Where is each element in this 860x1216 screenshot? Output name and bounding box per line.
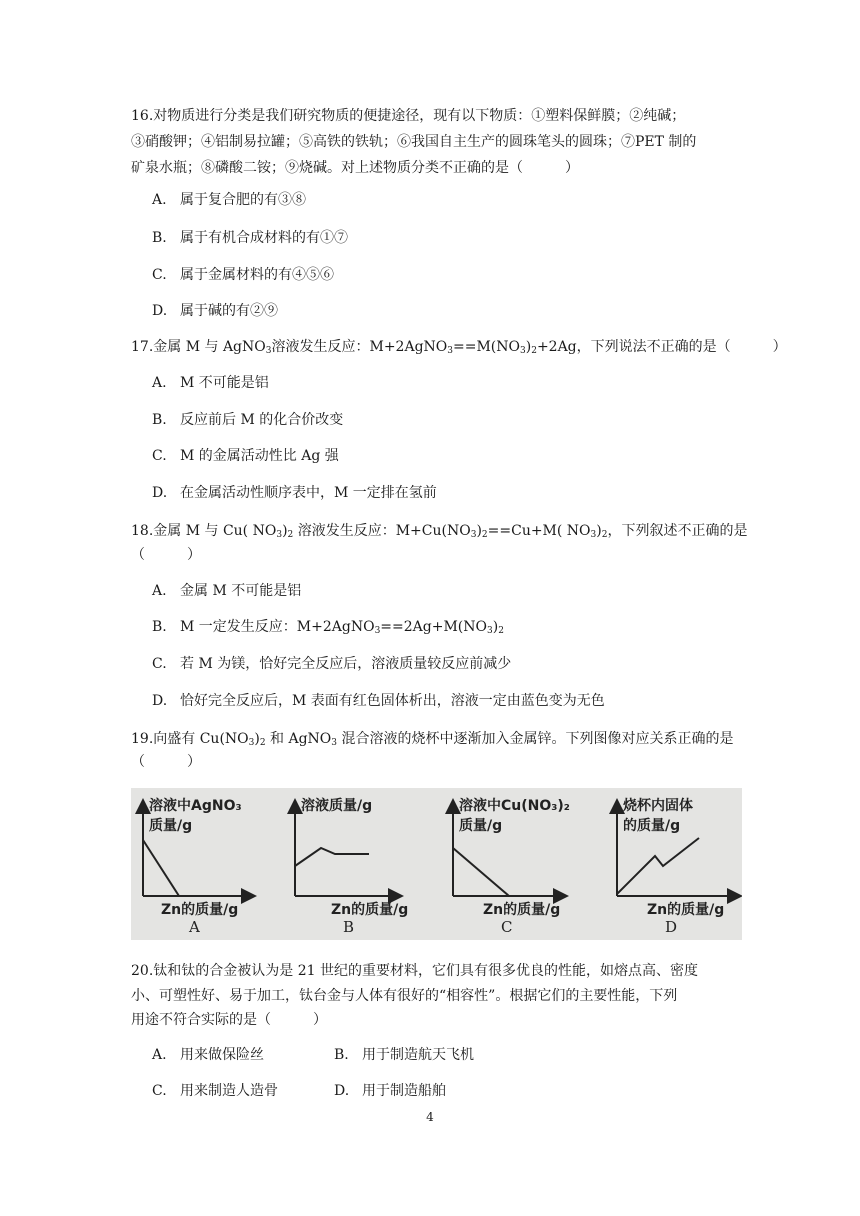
subscript: 3 <box>487 626 493 636</box>
q16-stem-line1: 16.对物质进行分类是我们研究物质的便捷途径，现有以下物质：①塑料保鲜膜；②纯碱； <box>131 108 686 124</box>
q18-option-b[interactable] <box>152 617 504 637</box>
option-letter: B. <box>152 230 167 246</box>
option-text: 反应前后 M 的化合价改变 <box>180 412 344 428</box>
option-text: 恰好完全反应后，M 表面有红色固体析出，溶液一定由蓝色变为无色 <box>180 693 605 709</box>
graph-d-ylabel-line2: 的质量/g <box>623 818 681 834</box>
q18-stem-part: ) <box>596 523 602 539</box>
q16-option-a[interactable] <box>152 190 306 210</box>
graph-a[interactable] <box>143 797 249 936</box>
q16-stem-line2: ③硝酸钾；④铝制易拉罐；⑤高铁的铁轨；⑥我国自主生产的圆珠笔头的圆珠；⑦PET 制的 <box>131 134 697 150</box>
q18-option-c[interactable] <box>152 654 511 674</box>
graph-c-curve <box>453 848 509 896</box>
option-text: 在金属活动性顺序表中，M 一定排在氢前 <box>180 485 437 501</box>
option-letter: A. <box>152 375 167 391</box>
q16-option-b[interactable] <box>152 228 348 248</box>
q18-stem-part: 18.金属 M 与 Cu( NO <box>131 523 277 539</box>
option-text: 属于碱的有②⑨ <box>180 303 278 319</box>
graph-a-ylabel-line2: 质量/g <box>149 818 193 834</box>
subscript: 3 <box>447 346 453 356</box>
q19-stem-line2: （ ） <box>131 754 201 770</box>
option-text: 金属 M 不可能是铝 <box>180 583 302 599</box>
graph-d-letter: D <box>665 918 678 936</box>
option-letter: D. <box>152 485 168 501</box>
option-letter: A. <box>152 192 167 208</box>
q20-option-a[interactable] <box>152 1045 264 1065</box>
option-text: 用来做保险丝 <box>180 1047 264 1063</box>
q17-option-a[interactable] <box>152 373 269 393</box>
q16-option-c[interactable] <box>152 265 334 285</box>
option-letter: D. <box>152 303 168 319</box>
graph-d[interactable] <box>617 797 735 936</box>
q17-stem-part: ) <box>525 339 532 355</box>
subscript: 2 <box>531 346 537 356</box>
q20-stem-line3: 用途不符合实际的是（ ） <box>131 1012 327 1028</box>
subscript: 2 <box>481 530 488 540</box>
q17-stem <box>131 337 787 357</box>
option-letter: B. <box>152 619 167 635</box>
option-letter: B. <box>334 1047 349 1063</box>
subscript: 3 <box>331 738 338 748</box>
graph-a-xlabel: Zn的质量/g <box>161 902 239 918</box>
graph-b-curve <box>295 848 369 866</box>
subscript: 3 <box>248 738 255 748</box>
option-text: 若 M 为镁，恰好完全反应后，溶液质量较反应前减少 <box>180 656 512 672</box>
option-letter: D. <box>152 693 168 709</box>
option-letter: C. <box>152 267 167 283</box>
q18-stem <box>131 521 747 541</box>
subscript: 3 <box>520 346 526 356</box>
q18-option-d[interactable] <box>152 691 605 711</box>
subscript: 3 <box>470 530 477 540</box>
q19-stem-part: ) <box>254 731 260 747</box>
q20-option-b[interactable] <box>334 1045 474 1065</box>
option-text: 用于制造航天飞机 <box>362 1047 474 1063</box>
option-letter: C. <box>152 448 167 464</box>
q19-stem-part: 19.向盛有 Cu(NO <box>131 731 249 747</box>
graph-b-xlabel: Zn的质量/g <box>331 902 409 918</box>
q19-graphs-svg <box>131 788 742 940</box>
subscript: 3 <box>590 530 597 540</box>
graph-c-letter: C <box>501 918 513 936</box>
option-letter: D. <box>334 1083 350 1099</box>
option-letter: C. <box>152 1083 167 1099</box>
option-text: M 一定发生反应：M+2AgNO <box>180 619 375 635</box>
graph-b[interactable] <box>295 797 408 936</box>
q18-option-a[interactable] <box>152 581 301 601</box>
graph-b-letter: B <box>343 918 355 936</box>
graph-d-xlabel: Zn的质量/g <box>647 902 725 918</box>
subscript: 2 <box>287 530 294 540</box>
q20-stem-line1: 20.钛和钛的合金被认为是 21 世纪的重要材料，它们具有很多优良的性能，如熔点高、密度 <box>131 963 698 979</box>
option-letter: A. <box>152 1047 167 1063</box>
option-letter: B. <box>152 412 167 428</box>
option-letter: A. <box>152 583 167 599</box>
subscript: 3 <box>374 626 381 636</box>
graph-a-curve <box>143 840 179 896</box>
q20-option-c[interactable] <box>152 1081 278 1101</box>
subscript: 2 <box>259 738 266 748</box>
option-text: 属于复合肥的有③⑧ <box>180 192 306 208</box>
graph-c-ylabel-line1: 溶液中Cu(NO₃)₂ <box>459 798 570 814</box>
q20-stem-line2: 小、可塑性好、易于加工，钛台金与人体有很好的“相容性”。根据它们的主要性能，下列 <box>131 988 678 1004</box>
subscript: 3 <box>276 530 283 540</box>
option-text: 属于金属材料的有④⑤⑥ <box>180 267 334 283</box>
graph-d-ylabel-line1: 烧杯内固体 <box>623 798 693 814</box>
q16-stem-line3: 矿泉水瓶；⑧磷酸二铵；⑨烧碱。对上述物质分类不正确的是（ ） <box>131 160 579 176</box>
q16-option-d[interactable] <box>152 301 278 321</box>
option-text: 用来制造人造骨 <box>180 1083 278 1099</box>
q17-option-d[interactable] <box>152 483 437 503</box>
subscript: 3 <box>265 346 272 356</box>
graph-c-xlabel: Zn的质量/g <box>483 902 561 918</box>
q17-option-b[interactable] <box>152 410 343 430</box>
q20-option-d[interactable] <box>334 1081 446 1101</box>
q19-stem <box>131 729 733 749</box>
option-letter: C. <box>152 656 167 672</box>
graph-c-ylabel-line2: 质量/g <box>459 818 503 834</box>
graph-a-ylabel-line1: 溶液中AgNO₃ <box>149 798 242 814</box>
q17-stem-part: 溶液发生反应：M+2AgNO <box>271 339 448 355</box>
q17-option-c[interactable] <box>152 446 339 466</box>
page-number: 4 <box>426 1110 434 1124</box>
q19-stem-part: 混合溶液的烧杯中逐渐加入金属锌。下列图像对应关系正确的是 <box>337 731 734 747</box>
graph-c[interactable] <box>453 797 570 936</box>
graph-a-letter: A <box>189 918 200 936</box>
q17-stem-part: 17.金属 M 与 AgNO <box>131 339 266 355</box>
q17-stem-part: +2Ag，下列说法不正确的是（ ） <box>536 339 787 355</box>
q18-stem-part: ==Cu+M( NO <box>487 523 591 539</box>
graph-b-ylabel-line1: 溶液质量/g <box>301 798 373 814</box>
option-text: 属于有机合成材料的有①⑦ <box>180 230 348 246</box>
subscript: 2 <box>601 530 608 540</box>
q18-stem-line2: （ ） <box>131 547 201 563</box>
subscript: 2 <box>498 626 504 636</box>
q18-stem-part: ) <box>476 523 482 539</box>
option-text: ) <box>492 619 499 635</box>
option-text: ==2Ag+M(NO <box>380 619 487 635</box>
q18-stem-part: ，下列叙述不正确的是 <box>607 523 748 539</box>
graph-d-curve <box>617 838 699 894</box>
q18-stem-part: 溶液发生反应：M+Cu(NO <box>293 523 471 539</box>
option-text: M 的金属活动性比 Ag 强 <box>180 448 339 464</box>
q19-stem-part: 和 AgNO <box>265 731 332 747</box>
q19-graphs-figure <box>131 788 742 940</box>
q17-stem-part: ==M(NO <box>453 339 520 355</box>
q18-stem-part: ) <box>282 523 288 539</box>
option-text: M 不可能是铝 <box>180 375 269 391</box>
option-text: 用于制造船舶 <box>362 1083 446 1099</box>
